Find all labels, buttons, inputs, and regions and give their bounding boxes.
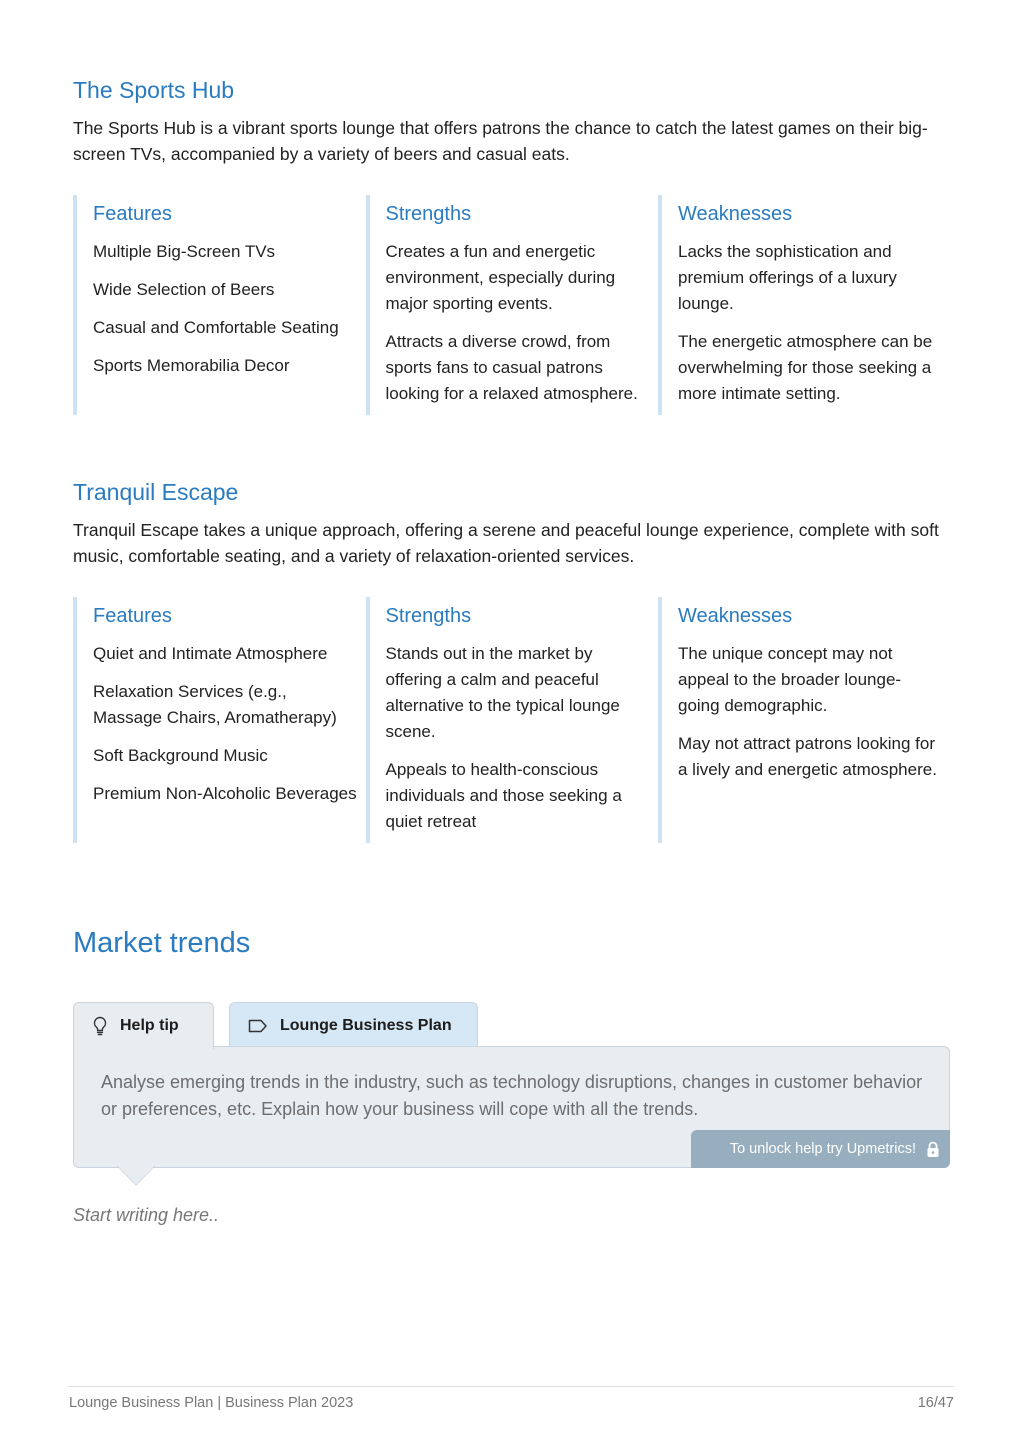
weakness-item: May not attract patrons looking for a lively and energetic atmosphere. [678, 734, 937, 779]
help-tip-text: Analyse emerging trends in the industry, such as technology disruptions, changes in customer behavior or preferences, etc. Explain how your business will cope with all the trends. [101, 1072, 923, 1119]
features-heading: Features [93, 605, 172, 627]
strength-item: Creates a fun and energetic environment, especially during major sporting events. [385, 242, 616, 313]
strengths-heading: Strengths [385, 203, 472, 225]
tab-help-tip-label: Help tip [120, 1017, 179, 1034]
writing-placeholder[interactable]: Start writing here.. [73, 1205, 220, 1225]
feature-item: Relaxation Services (e.g., Massage Chairs, Aromatherapy) [93, 682, 337, 727]
weaknesses-column [658, 195, 951, 415]
weaknesses-heading: Weaknesses [678, 203, 793, 225]
competitor-description: The Sports Hub is a vibrant sports lounge that offers patrons the chance to catch the latest games on their big-screen TVs, accompanied by a variety of beers and casual eats. [73, 118, 928, 164]
feature-item: Premium Non-Alcoholic Beverages [93, 784, 357, 803]
strength-item: Appeals to health-conscious individuals and those seeking a quiet retreat [385, 760, 622, 831]
feature-item: Casual and Comfortable Seating [93, 318, 339, 337]
footer-document-title: Lounge Business Plan | Business Plan 2023 [69, 1395, 354, 1411]
competitor-columns [73, 195, 953, 415]
strengths-heading: Strengths [385, 605, 472, 627]
help-tip-box [73, 1046, 950, 1168]
strength-item: Stands out in the market by offering a calm and peaceful alternative to the typical lounge scene. [385, 644, 620, 741]
section-title-market-trends: Market trends [73, 927, 251, 959]
footer-page-number: 16/47 [917, 1395, 954, 1411]
feature-item: Multiple Big-Screen TVs [93, 242, 276, 261]
feature-item: Sports Memorabilia Decor [93, 356, 290, 375]
unlock-label: To unlock help try Upmetrics! [729, 1141, 916, 1157]
feature-item: Wide Selection of Beers [93, 280, 275, 299]
competitor-sports-hub [73, 75, 953, 415]
unlock-upmetrics-button[interactable] [691, 1130, 950, 1168]
feature-item: Quiet and Intimate Atmosphere [93, 644, 328, 663]
strength-item: Attracts a diverse crowd, from sports fans to casual patrons looking for a relaxed atmosphere. [385, 332, 638, 403]
footer-divider [69, 1386, 954, 1387]
lock-icon [926, 1141, 940, 1158]
competitor-tranquil-escape [73, 477, 953, 843]
competitor-columns [73, 597, 953, 843]
weaknesses-column [658, 597, 951, 843]
competitor-title: The Sports Hub [73, 77, 235, 103]
features-column [73, 597, 366, 843]
strengths-column [366, 597, 659, 843]
competitor-description: Tranquil Escape takes a unique approach, offering a serene and peaceful lounge experience, complete with soft music, comfortable seating, and a variety of relaxation-oriented services. [73, 520, 939, 566]
tab-plan-label: Lounge Business Plan [280, 1016, 452, 1034]
lightbulb-icon [92, 1016, 108, 1036]
weaknesses-heading: Weaknesses [678, 605, 793, 627]
tab-help-tip[interactable] [73, 1002, 214, 1049]
feature-item: Soft Background Music [93, 746, 268, 765]
competitor-title: Tranquil Escape [73, 479, 239, 505]
features-heading: Features [93, 203, 172, 225]
features-column [73, 195, 366, 415]
weakness-item: The energetic atmosphere can be overwhelming for those seeking a more intimate setting. [678, 332, 933, 403]
tab-lounge-business-plan[interactable] [229, 1002, 478, 1048]
weakness-item: Lacks the sophistication and premium offerings of a luxury lounge. [678, 242, 897, 313]
weakness-item: The unique concept may not appeal to the broader lounge-going demographic. [678, 644, 902, 715]
strengths-column [366, 195, 659, 415]
tag-icon [248, 1019, 268, 1033]
